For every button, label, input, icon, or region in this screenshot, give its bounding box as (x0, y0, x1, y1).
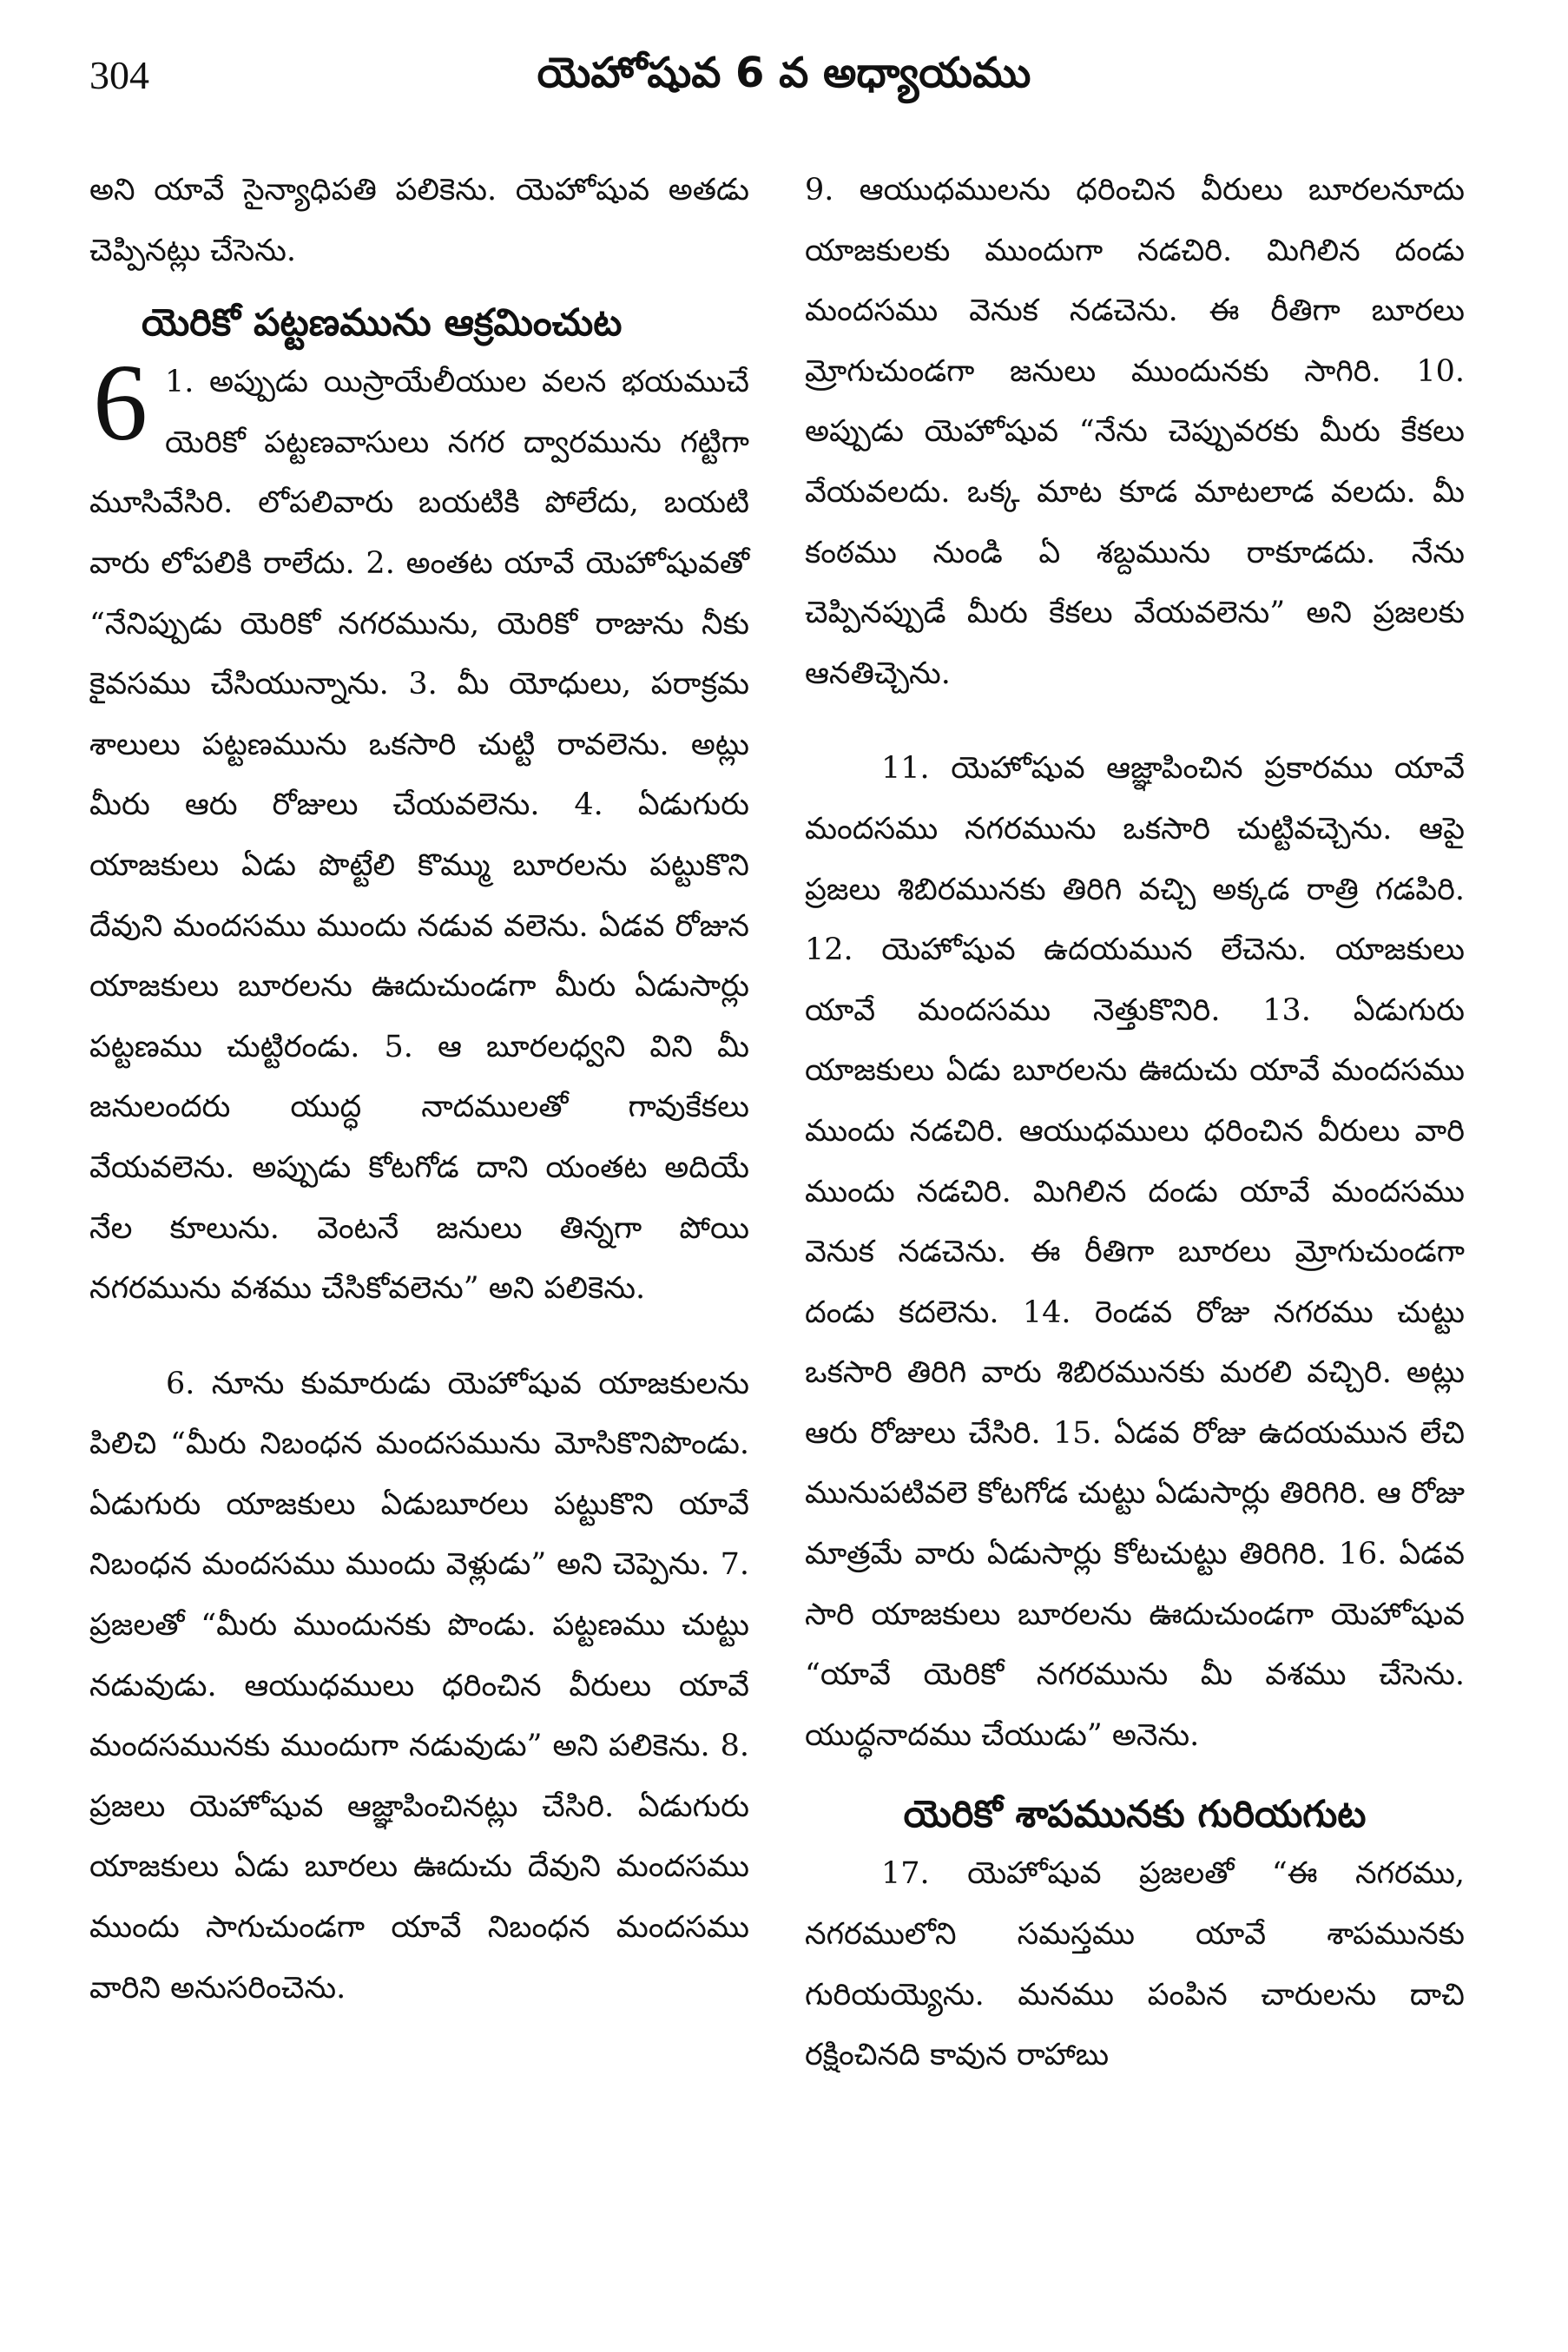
paragraph-verse-17: 17. యెహోషువ ప్రజలతో “ఈ నగరము, నగరములోని సమస్తము యావే శాపమునకు గురియయ్యెను. మనము పంపిన చారులను దాచి రక్షించినది కావున రాహాబు (805, 1856, 1465, 2073)
section-heading-jericho-capture: యెరికో పట్టణమును ఆక్రమించుట (142, 301, 623, 346)
section-heading-jericho-curse: యెరికో శాపమునకు గురియగుట (903, 1793, 1367, 1837)
running-title: యెహోషువ 6 వ అధ్యాయము (537, 49, 1031, 97)
paragraph-verses-11-16: 11. యెహోషువ ఆజ్ఞాపించిన ప్రకారము యావే మందసము నగరమును ఒకసారి చుట్టివచ్చెను. ఆపై ప్రజలు శిబిరమునకు తిరిగి వచ్చి అక్కడ రాత్రి గడపిరి. 12. యెహోషువ ఉదయమున లేచెను. యాజకులు యావే మందసము నెత్తుకొనిరి. 13. ఏడుగురు యాజకులు ఏడు బూరలను ఊదుచు యావే మందసము ముందు నడచిరి. ఆయుధములు ధరించిన వీరులు వారి ముందు నడచిరి. మిగిలిన దండు యావే మందసము వెనుక నడచెను. ఈ రీతిగా బూరలు మ్రోగుచుండగా దండు కదలెను. 14. రెండవ రోజు నగరము చుట్టు ఒకసారి తిరిగి వారు శిబిరమునకు మరలి వచ్చిరి. అట్లు ఆరు రోజులు చేసిరి. 15. ఏడవ రోజు ఉదయమున లేచి మునుపటివలె కోటగోడ చుట్టు ఏడుసార్లు తిరిగిరి. ఆ రోజు మాత్రమే వారు ఏడుసార్లు కోటచుట్టు తిరిగిరి. 16. ఏడవ సారి యాజకులు బూరలను ఊదుచుండగా యెహోషువ “యావే యెరికో నగరమును మీ వశము చేసెను. యుద్ధనాదము చేయుడు” అనెను. (805, 751, 1465, 1753)
page-number: 304 (89, 53, 149, 97)
verses-1-5-text: 1. అప్పుడు యిస్రాయేలీయుల వలన భయముచే యెరికో పట్టణవాసులు నగర ద్వారమును గట్టిగా మూసివేసిరి. లోపలివారు బయటికి పోలేదు, బయటి వారు లోపలికి రాలేదు. 2. అంతట యావే యెహోషువతో “నేనిప్పుడు యెరికో నగరమును, యెరికో రాజును నీకు కైవసము చేసియున్నాను. 3. మీ యోధులు, పరాక్రమ శాలులు పట్టణమును ఒకసారి చుట్టి రావలెను. అట్లు మీరు ఆరు రోజులు చేయవలెను. 4. ఏడుగురు యాజకులు ఏడు పొట్టేలి కొమ్ము బూరలను పట్టుకొని దేవుని మందసము ముందు నడువ వలెను. ఏడవ రోజున యాజకులు బూరలను ఊదుచుండగా మీరు ఏడుసార్లు పట్టణము చుట్టిరండు. 5. ఆ బూరలధ్వని విని మీ జనులందరు యుద్ధ నాదములతో గావుకేకలు వేయవలెను. అప్పుడు కోటగోడ దాని యంతట అదియే నేల కూలును. వెంటనే జనులు తిన్నగా పోయి నగరమును వశము చేసికోవలెను” అని పలికెను. (89, 365, 749, 1307)
chapter-number-dropcap: 6 (93, 343, 148, 464)
paragraph-intro: అని యావే సైన్యాధిపతి పలికెను. యెహోషువ అతడు చెప్పినట్లు చేసెను. (89, 173, 749, 268)
paragraph-verses-6-8: 6. నూను కుమారుడు యెహోషువ యాజకులను పిలిచి “మీరు నిబంధన మందసమును మోసికొనిపొండు. ఏడుగురు యాజకులు ఏడుబూరలు పట్టుకొని యావే నిబంధన మందసము ముందు వెళ్లుడు” అని చెప్పెను. 7. ప్రజలతో “మీరు ముందునకు పొండు. పట్టణము చుట్టు నడువుడు. ఆయుధములు ధరించిన వీరులు యావే మందసమునకు ముందుగా నడువుడు” అని పలికెను. 8. ప్రజలు యెహోషువ ఆజ్ఞాపించినట్లు చేసిరి. ఏడుగురు యాజకులు ఏడు బూరలు ఊదుచు దేవుని మందసము ముందు సాగుచుండగా యావే నిబంధన మందసము వారిని అనుసరించెను. (89, 1366, 749, 2006)
paragraph-verses-1-5 (89, 343, 749, 1320)
paragraph-verses-9-10: 9. ఆయుధములను ధరించిన వీరులు బూరలనూదు యాజకులకు ముందుగా నడచిరి. మిగిలిన దండు మందసము వెనుక నడచెను. ఈ రీతిగా బూరలు మ్రోగుచుండగా జనులు ముందునకు సాగిరి. 10. అప్పుడు యెహోషువ “నేను చెప్పువరకు మీరు కేకలు వేయవలదు. ఒక్క మాట కూడ మాటలాడ వలదు. మీ కంఠము నుండి ఏ శబ్దమును రాకూడదు. నేను చెప్పినప్పుడే మీరు కేకలు వేయవలెను” అని ప్రజలకు ఆనతిచ్చెను. (805, 173, 1465, 691)
right-column (805, 161, 1465, 2086)
left-column (89, 161, 749, 2019)
